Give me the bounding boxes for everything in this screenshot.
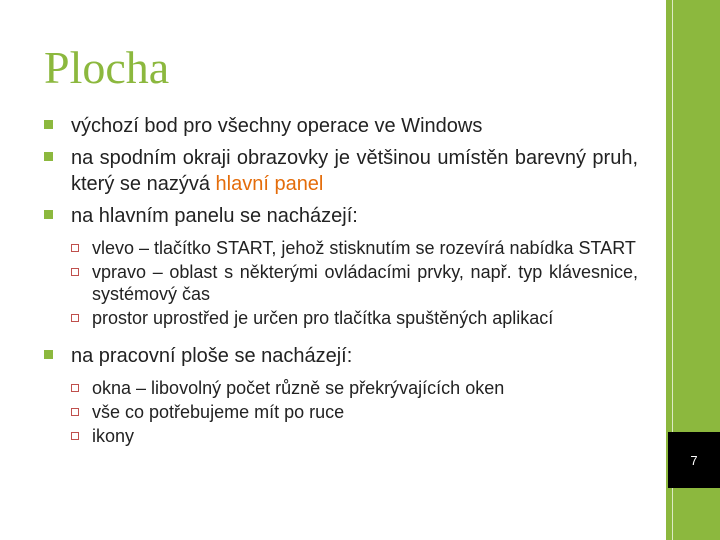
sub-bullet-text: ikony [92, 426, 135, 446]
sub-bullet-list [44, 237, 638, 329]
sub-bullet-text: vpravo – oblast s některými ovládacími prvky, např. typ klávesnice, systémový čas [92, 262, 638, 304]
sub-bullet-text: vlevo – tlačítko START, jehož stisknutím se rozevírá nabídka START [92, 238, 636, 258]
sub-bullet-item [44, 377, 638, 399]
square-bullet-icon [44, 152, 53, 161]
square-bullet-icon [44, 120, 53, 129]
bullet-list [44, 113, 638, 449]
sub-bullet-item [44, 261, 638, 305]
hollow-square-bullet-icon [71, 384, 79, 392]
sub-bullet-item [44, 401, 638, 423]
slide-title: Plocha [44, 42, 170, 93]
bullet-text: výchozí bod pro všechny operace ve Windows [71, 115, 483, 137]
bullet-item [44, 203, 638, 229]
page-number-box [668, 432, 720, 488]
square-bullet-icon [44, 210, 53, 219]
hollow-square-bullet-icon [71, 314, 79, 322]
page-number: 7 [690, 452, 698, 468]
bullet-item [44, 343, 638, 369]
sub-bullet-text: prostor uprostřed je určen pro tlačítka spuštěných aplikací [92, 308, 554, 328]
bullet-text: na spodním okraji obrazovky je většinou umístěn barevný pruh, který se nazývá [71, 147, 638, 195]
square-bullet-icon [44, 350, 53, 359]
hollow-square-bullet-icon [71, 244, 79, 252]
bullet-item [44, 113, 638, 139]
sub-bullet-text: vše co potřebujeme mít po ruce [92, 402, 345, 422]
bullet-text: na hlavním panelu se nacházejí: [71, 205, 358, 227]
highlighted-term: hlavní panel [215, 173, 324, 195]
bullet-item [44, 145, 638, 197]
sub-bullet-item [44, 307, 638, 329]
hollow-square-bullet-icon [71, 268, 79, 276]
hollow-square-bullet-icon [71, 408, 79, 416]
sub-bullet-item [44, 237, 638, 259]
hollow-square-bullet-icon [71, 432, 79, 440]
sub-bullet-item [44, 425, 638, 447]
sub-bullet-text: okna – libovolný počet různě se překrývajících oken [92, 378, 505, 398]
bullet-text: na pracovní ploše se nacházejí: [71, 345, 353, 367]
sub-bullet-list [44, 377, 638, 447]
